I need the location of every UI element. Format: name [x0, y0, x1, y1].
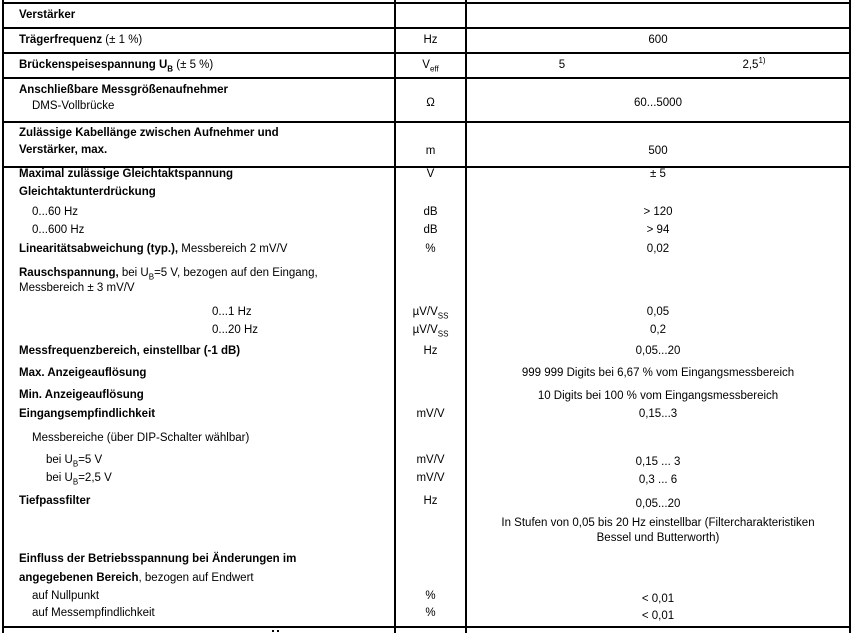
rausch-1hz-unit: $\mu V/V_{SS}$: [412, 306, 449, 321]
min-anzeigeaufloesung-label: Min. Anzeigeauflösung: [19, 389, 144, 401]
einfluss-label-line2: [19, 571, 254, 585]
eingangsempfindlichkeit-unit: mV/V: [416, 408, 445, 420]
aufnehmer-value: 60...5000: [634, 97, 682, 109]
linearitaet-label-rest: Messbereich 2 mV/V: [178, 243, 288, 255]
bereich-ub25-value: 0,3 ... 6: [638, 474, 678, 486]
row-border-after-section: [2, 27, 851, 29]
tiefpassfilter-value: 0,05...20: [635, 498, 681, 510]
unterdrueckung-60hz-label: 0...60 Hz: [32, 206, 79, 218]
aufnehmer-sub-item: DMS-Vollbrücke: [32, 100, 115, 112]
bereich-ub5-unit: mV/V: [416, 454, 445, 466]
rauschspannung-label-rest: bei $U_B=5$ V, bezogen auf den Eingang,: [118, 267, 318, 282]
kabellaenge-label-line1: Zulässige Kabellänge zwischen Aufnehmer und: [19, 127, 279, 139]
row-border-after-traeger: [2, 52, 851, 54]
einfluss-label-line2-bold: angegebenen Bereich: [19, 572, 139, 584]
rauschspannung-label-line2: Messbereich ± 3 mV/V: [19, 282, 135, 294]
traegerfrequenz-unit: Hz: [423, 34, 438, 46]
unterdrueckung-600hz-unit: dB: [423, 224, 438, 236]
linearitaet-label: [19, 242, 287, 256]
linearitaet-label-bold: Linearitätsabweichung (typ.),: [19, 243, 179, 255]
aufnehmer-unit: Ω: [426, 97, 435, 109]
unterdrueckung-60hz-unit: dB: [423, 206, 438, 218]
bereich-ub5-value: 0,15 ... 3: [635, 456, 681, 468]
messfrequenzbereich-unit: Hz: [423, 345, 438, 357]
traegerfrequenz-label-bold: Trägerfrequenz: [19, 34, 103, 46]
kabellaenge-unit: m: [425, 145, 436, 157]
gleichtaktspannung-label: Maximal zulässige Gleichtaktspannung: [19, 168, 234, 180]
messfrequenzbereich-value: 0,05...20: [635, 345, 681, 357]
gleichtaktspannung-unit: V: [426, 168, 435, 180]
rausch-20hz-unit: $\mu V/V_{SS}$: [412, 324, 449, 339]
max-anzeigeaufloesung-value: 999 999 Digits bei 6,67 % vom Eingangsmessbereich: [521, 367, 795, 379]
min-anzeigeaufloesung-value: 10 Digits bei 100 % vom Eingangsmessbereich: [537, 390, 779, 402]
traegerfrequenz-label-rest: (± 1 %): [102, 34, 143, 46]
rausch-20hz-label: 0...20 Hz: [212, 324, 259, 336]
rausch-20hz-value: 0,2: [650, 324, 666, 336]
messfrequenzbereich-label: Messfrequenzbereich, einstellbar (-1 dB): [19, 345, 241, 357]
row-border-top: [2, 2, 851, 4]
row-border-after-aufnehmer: [2, 121, 851, 123]
section-title: Verstärker: [19, 9, 76, 21]
rauschspannung-label-line1: [19, 266, 318, 280]
traegerfrequenz-label: [19, 33, 142, 47]
traegerfrequenz-value: 600: [648, 34, 668, 46]
einfluss-label-line2-rest: , bezogen auf Endwert: [138, 572, 254, 584]
aufnehmer-label: Anschließbare Messgrößenaufnehmer: [19, 84, 228, 96]
bereich-ub25-label: bei $U_B=2,5$ V: [46, 472, 112, 487]
rausch-1hz-label: 0...1 Hz: [212, 306, 252, 318]
brueckenspeisespannung-label-bold: Brückenspeisespannung $U_B$: [19, 59, 174, 74]
brueckenspeisespannung-value-5v: 5: [558, 59, 566, 71]
bereich-ub5-label: bei $U_B=5$ V: [46, 454, 103, 469]
nullpunkt-label: auf Nullpunkt: [32, 590, 100, 602]
rausch-1hz-value: 0,05: [646, 306, 670, 318]
nullpunkt-unit: %: [425, 590, 436, 602]
table-left-border: [2, 0, 4, 633]
rauschspannung-label-bold: Rauschspannung,: [19, 267, 119, 279]
eingangsempfindlichkeit-value: 0,15...3: [638, 408, 678, 420]
linearitaet-unit: %: [425, 243, 436, 255]
messbereiche-sub-header: Messbereiche (über DIP-Schalter wählbar): [32, 432, 250, 444]
messempfindlichkeit-value: < 0,01: [641, 610, 675, 622]
bereich-ub25-unit: mV/V: [416, 472, 445, 484]
eingangsempfindlichkeit-label: Eingangsempfindlichkeit: [19, 408, 156, 420]
unterdrueckung-600hz-label: 0...600 Hz: [32, 224, 85, 236]
max-anzeigeaufloesung-label: Max. Anzeigeauflösung: [19, 367, 147, 379]
brueckenspeisespannung-label: [19, 58, 213, 72]
brueckenspeisespannung-value-2v5: 2,5$^{1)}$: [742, 56, 766, 71]
kabellaenge-label-line2: Verstärker, max.: [19, 144, 108, 156]
tiefpassfilter-note-line1: In Stufen von 0,05 bis 20 Hz einstellbar (Filtercharakteristiken: [501, 517, 815, 529]
gleichtaktspannung-value: ± 5: [650, 168, 666, 180]
row-border-after-brueck: [2, 77, 851, 79]
messempfindlichkeit-label: auf Messempfindlichkeit: [32, 607, 155, 619]
messempfindlichkeit-unit: %: [425, 607, 436, 619]
row-border-bottom: [2, 626, 851, 628]
linearitaet-value: 0,02: [646, 243, 670, 255]
brueckenspeisespannung-unit: $V_{eff}$: [422, 59, 439, 74]
einfluss-label-line1: Einfluss der Betriebsspannung bei Änderungen im: [19, 553, 297, 565]
nullpunkt-value: < 0,01: [641, 593, 675, 605]
tiefpassfilter-unit: Hz: [423, 495, 438, 507]
kabellaenge-value: 500: [648, 145, 668, 157]
tiefpassfilter-note-line2: Bessel und Butterworth): [596, 532, 720, 544]
brueckenspeisespannung-label-rest: (± 5 %): [173, 59, 214, 71]
unterdrueckung-60hz-value: > 120: [643, 206, 673, 218]
unterdrueckung-600hz-value: > 94: [646, 224, 670, 236]
next-row-truncated-text-fragment: [272, 630, 274, 632]
tiefpassfilter-label: Tiefpassfilter: [19, 495, 91, 507]
gleichtaktunterdrueckung-label: Gleichtaktunterdrückung: [19, 186, 156, 198]
